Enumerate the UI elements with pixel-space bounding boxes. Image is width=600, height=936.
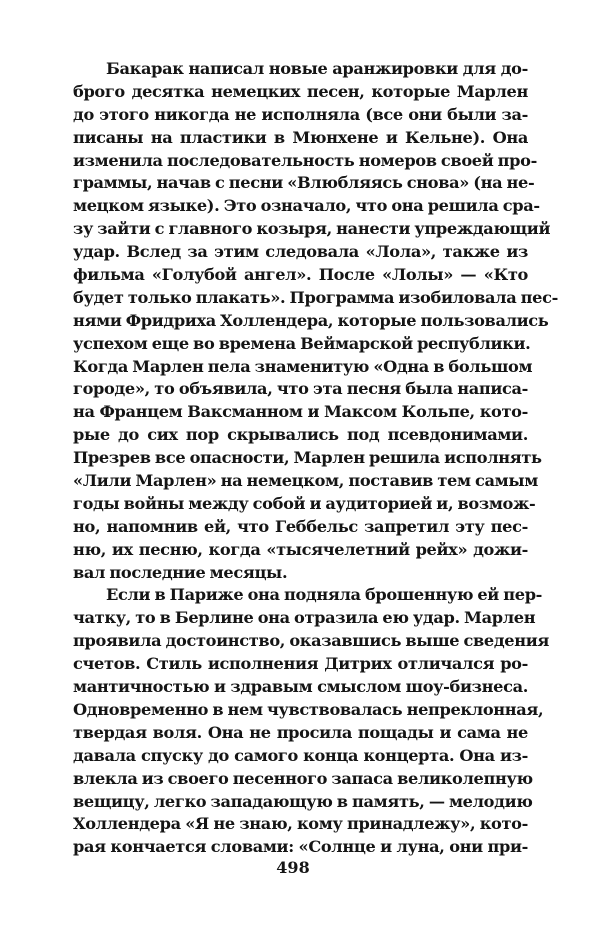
text-line: рые до сих пор скрывались под псевдонимами. — [73, 425, 528, 445]
text-line: мецком языке). Это означало, что она решила сра- — [73, 196, 540, 216]
text-line: «Лили Марлен» на немецком, поставив тем самым — [73, 471, 538, 491]
text-line: Одновременно в нем чувствовалась непреклонная, — [73, 699, 544, 719]
text-line: ню, их песню, когда «тысячелетний рейх» дожи- — [73, 539, 528, 559]
text-line: годы войны между собой и аудиторией и, возмож- — [73, 493, 536, 513]
text-line: будет только плакать». Программа изобиловала пес- — [73, 287, 558, 307]
text-line: зу зайти с главного козыря, нанести упреждающий — [73, 219, 551, 239]
page-number: 498 — [276, 858, 310, 877]
text-line: счетов. Стиль исполнения Дитрих отличался ро- — [73, 654, 528, 674]
text-line: на Францем Ваксманном и Максом Кольпе, кото- — [73, 402, 528, 422]
text-line: успехом еще во времена Веймарской республики. — [73, 333, 531, 353]
text-line: давала спуску до самого конца концерта. Она из- — [73, 745, 528, 765]
text-line: рая кончается словами: «Солнце и луна, они при- — [73, 837, 528, 857]
text-line: Если в Париже она подняла брошенную ей пер- — [106, 585, 543, 605]
text-line: но, напомнив ей, что Геббельс запретил эту пес- — [73, 516, 528, 536]
text-line: влекла из своего песенного запаса великолепную — [73, 768, 533, 788]
text-line: до этого никогда не исполняла (все они были за- — [73, 104, 528, 124]
paragraph — [73, 58, 558, 584]
text-line: проявила достоинство, оказавшись выше сведения — [73, 631, 549, 651]
text-line: писаны на пластики в Мюнхене и Кельне). Она — [73, 127, 528, 147]
paragraph — [73, 584, 549, 859]
text-line: изменила последовательность номеров своей про- — [73, 150, 537, 170]
text-line: твердая воля. Она не просила пощады и сама не — [73, 722, 528, 742]
text-line: Когда Марлен пела знаменитую «Одна в большом — [73, 356, 533, 376]
text-line: нями Фридриха Холлендера, которые пользовались — [73, 310, 549, 330]
text-line: вещицу, легко западающую в память, — мелодию — [73, 791, 533, 811]
text-line: граммы, начав с песни «Влюбляясь снова» (на не- — [73, 173, 535, 193]
text-line: мантичностью и здравым смыслом шоу-бизнеса. — [73, 677, 528, 697]
text-line: чатку, то в Берлине она отразила ею удар. Марлен — [73, 608, 536, 628]
body-text — [73, 58, 558, 859]
text-line: вал последние месяцы. — [73, 562, 288, 582]
text-line: городе», то объявила, что эта песня была написа- — [73, 379, 528, 399]
text-line: Бакарак написал новые аранжировки для до- — [106, 59, 528, 78]
text-line: брого десятка немецких песен, которые Марлен — [73, 81, 528, 101]
text-line: удар. Вслед за этим следовала «Лола», также из — [73, 242, 528, 262]
text-line: Холлендера «Я не знаю, кому принадлежу», кото- — [73, 814, 528, 834]
text-line: Презрев все опасности, Марлен решила исполнять — [73, 448, 542, 468]
text-line: фильма «Голубой ангел». После «Лолы» — «Кто — [73, 265, 528, 285]
